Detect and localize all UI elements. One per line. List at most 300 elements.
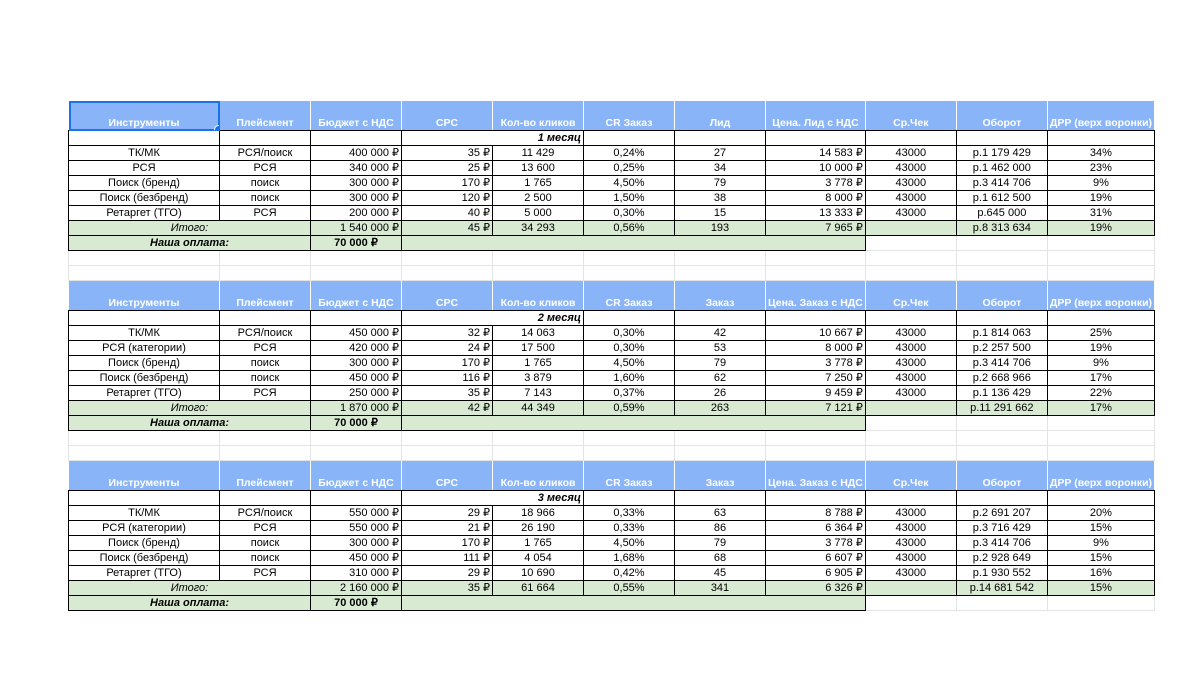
payment-value[interactable]: 70 000 ₽ <box>311 596 402 611</box>
data-cell[interactable]: 450 000 ₽ <box>311 551 402 566</box>
empty-cell[interactable] <box>69 311 220 326</box>
tool-name[interactable]: РСЯ (категории) <box>69 521 220 536</box>
data-cell[interactable]: поиск <box>220 356 311 371</box>
data-cell[interactable]: 7 250 ₽ <box>766 371 866 386</box>
data-cell[interactable]: 170 ₽ <box>402 176 493 191</box>
data-cell[interactable]: р.2 668 966 <box>956 371 1047 386</box>
data-cell[interactable]: р.1 136 429 <box>956 386 1047 401</box>
data-cell[interactable]: поиск <box>220 176 311 191</box>
data-cell[interactable]: 43000 <box>865 176 956 191</box>
data-cell[interactable]: 170 ₽ <box>402 356 493 371</box>
data-cell[interactable]: р.3 414 706 <box>956 176 1047 191</box>
data-cell[interactable]: 10 690 <box>493 566 584 581</box>
data-cell[interactable]: 120 ₽ <box>402 191 493 206</box>
column-header[interactable]: ДРР (верх воронки) <box>1047 101 1154 131</box>
empty-cell[interactable] <box>402 446 493 461</box>
data-cell[interactable]: 43000 <box>865 161 956 176</box>
column-header[interactable]: CR Заказ <box>584 461 675 491</box>
data-cell[interactable]: 0,24% <box>584 146 675 161</box>
data-cell[interactable]: 550 000 ₽ <box>311 521 402 536</box>
data-cell[interactable]: 45 <box>675 566 766 581</box>
data-cell[interactable]: 3 778 ₽ <box>766 176 866 191</box>
data-cell[interactable]: 9% <box>1047 536 1154 551</box>
data-cell[interactable]: р.1 179 429 <box>956 146 1047 161</box>
data-cell[interactable]: 62 <box>675 371 766 386</box>
payment-fill[interactable] <box>402 236 866 251</box>
data-cell[interactable]: 19% <box>1047 191 1154 206</box>
empty-cell[interactable] <box>69 251 220 266</box>
total-cell[interactable]: 1 540 000 ₽ <box>311 221 402 236</box>
data-cell[interactable]: РСЯ <box>220 386 311 401</box>
total-cell[interactable]: 1 870 000 ₽ <box>311 401 402 416</box>
empty-cell[interactable] <box>584 491 675 506</box>
empty-cell[interactable] <box>865 596 956 611</box>
data-cell[interactable]: 43000 <box>865 521 956 536</box>
empty-cell[interactable] <box>584 311 675 326</box>
data-cell[interactable]: 3 778 ₽ <box>766 356 866 371</box>
column-header[interactable]: Бюджет с НДС <box>311 281 402 311</box>
data-cell[interactable]: 68 <box>675 551 766 566</box>
data-cell[interactable]: 6 905 ₽ <box>766 566 866 581</box>
data-cell[interactable]: 43000 <box>865 206 956 221</box>
month-label[interactable]: 1 месяц <box>402 131 584 146</box>
data-cell[interactable]: р.2 691 207 <box>956 506 1047 521</box>
data-cell[interactable]: 4 054 <box>493 551 584 566</box>
total-cell[interactable]: 34 293 <box>493 221 584 236</box>
column-header[interactable]: Инструменты <box>69 101 220 131</box>
empty-cell[interactable] <box>311 431 402 446</box>
empty-cell[interactable] <box>766 491 866 506</box>
data-cell[interactable]: поиск <box>220 536 311 551</box>
total-cell[interactable]: 7 965 ₽ <box>766 221 866 236</box>
empty-cell[interactable] <box>865 446 956 461</box>
data-cell[interactable]: 86 <box>675 521 766 536</box>
column-header[interactable]: Цена. Заказ с НДС <box>766 461 866 491</box>
data-cell[interactable]: 5 000 <box>493 206 584 221</box>
empty-cell[interactable] <box>220 491 311 506</box>
data-cell[interactable]: 300 000 ₽ <box>311 191 402 206</box>
empty-cell[interactable] <box>584 266 675 281</box>
data-cell[interactable]: 43000 <box>865 506 956 521</box>
column-header[interactable]: ДРР (верх воронки) <box>1047 461 1154 491</box>
data-cell[interactable]: 550 000 ₽ <box>311 506 402 521</box>
empty-cell[interactable] <box>1047 131 1154 146</box>
empty-cell[interactable] <box>675 431 766 446</box>
total-cell[interactable]: 2 160 000 ₽ <box>311 581 402 596</box>
data-cell[interactable]: 1,50% <box>584 191 675 206</box>
total-cell[interactable]: 0,55% <box>584 581 675 596</box>
data-cell[interactable]: 310 000 ₽ <box>311 566 402 581</box>
total-cell[interactable]: 42 ₽ <box>402 401 493 416</box>
data-cell[interactable]: РСЯ <box>220 521 311 536</box>
column-header[interactable]: Ср.Чек <box>865 101 956 131</box>
data-cell[interactable]: 11 429 <box>493 146 584 161</box>
tool-name[interactable]: Ретаргет (ТГО) <box>69 566 220 581</box>
data-cell[interactable]: 4,50% <box>584 176 675 191</box>
empty-cell[interactable] <box>956 131 1047 146</box>
total-cell[interactable]: 45 ₽ <box>402 221 493 236</box>
column-header[interactable]: Заказ <box>675 281 766 311</box>
data-cell[interactable]: 31% <box>1047 206 1154 221</box>
data-cell[interactable]: 21 ₽ <box>402 521 493 536</box>
total-cell[interactable]: 7 121 ₽ <box>766 401 866 416</box>
data-cell[interactable]: РСЯ <box>220 161 311 176</box>
data-cell[interactable]: 42 <box>675 326 766 341</box>
empty-cell[interactable] <box>69 446 220 461</box>
data-cell[interactable]: 43000 <box>865 341 956 356</box>
data-cell[interactable]: р.2 257 500 <box>956 341 1047 356</box>
data-cell[interactable]: 25% <box>1047 326 1154 341</box>
data-cell[interactable]: РСЯ <box>220 566 311 581</box>
empty-cell[interactable] <box>1047 491 1154 506</box>
data-cell[interactable]: поиск <box>220 191 311 206</box>
data-cell[interactable]: 0,30% <box>584 206 675 221</box>
column-header[interactable]: Лид <box>675 101 766 131</box>
column-header[interactable]: CPC <box>402 281 493 311</box>
data-cell[interactable]: РСЯ/поиск <box>220 506 311 521</box>
empty-cell[interactable] <box>675 251 766 266</box>
empty-cell[interactable] <box>865 491 956 506</box>
total-cell[interactable]: 263 <box>675 401 766 416</box>
data-cell[interactable]: 17% <box>1047 371 1154 386</box>
empty-cell[interactable] <box>584 251 675 266</box>
empty-cell[interactable] <box>584 131 675 146</box>
empty-cell[interactable] <box>675 446 766 461</box>
data-cell[interactable]: 63 <box>675 506 766 521</box>
empty-cell[interactable] <box>956 446 1047 461</box>
column-header[interactable]: CR Заказ <box>584 101 675 131</box>
data-cell[interactable]: 3 778 ₽ <box>766 536 866 551</box>
column-header[interactable]: Оборот <box>956 461 1047 491</box>
empty-cell[interactable] <box>675 266 766 281</box>
data-cell[interactable]: 6 607 ₽ <box>766 551 866 566</box>
empty-cell[interactable] <box>766 431 866 446</box>
total-cell[interactable]: 17% <box>1047 401 1154 416</box>
selection-fill-handle[interactable] <box>214 125 220 131</box>
data-cell[interactable]: 79 <box>675 356 766 371</box>
data-cell[interactable]: 19% <box>1047 341 1154 356</box>
payment-label[interactable]: Наша оплата: <box>69 596 311 611</box>
data-cell[interactable]: 14 063 <box>493 326 584 341</box>
data-cell[interactable]: 15 <box>675 206 766 221</box>
total-cell[interactable]: 44 349 <box>493 401 584 416</box>
data-cell[interactable]: 300 000 ₽ <box>311 356 402 371</box>
empty-cell[interactable] <box>675 311 766 326</box>
empty-cell[interactable] <box>1047 446 1154 461</box>
empty-cell[interactable] <box>865 311 956 326</box>
column-header[interactable]: Ср.Чек <box>865 461 956 491</box>
total-cell[interactable]: 35 ₽ <box>402 581 493 596</box>
column-header[interactable]: Кол-во кликов <box>493 281 584 311</box>
total-label[interactable]: Итого: <box>69 221 311 236</box>
data-cell[interactable]: 2 500 <box>493 191 584 206</box>
empty-cell[interactable] <box>956 416 1047 431</box>
data-cell[interactable]: РСЯ/поиск <box>220 326 311 341</box>
data-cell[interactable]: 450 000 ₽ <box>311 326 402 341</box>
data-cell[interactable]: 6 364 ₽ <box>766 521 866 536</box>
data-cell[interactable]: 27 <box>675 146 766 161</box>
empty-cell[interactable] <box>220 131 311 146</box>
column-header[interactable]: Цена. Заказ с НДС <box>766 281 866 311</box>
data-cell[interactable]: 40 ₽ <box>402 206 493 221</box>
column-header[interactable]: Плейсмент <box>220 461 311 491</box>
data-cell[interactable]: 111 ₽ <box>402 551 493 566</box>
empty-cell[interactable] <box>766 446 866 461</box>
empty-cell[interactable] <box>865 251 956 266</box>
empty-cell[interactable] <box>220 251 311 266</box>
data-cell[interactable]: 20% <box>1047 506 1154 521</box>
data-cell[interactable]: 14 583 ₽ <box>766 146 866 161</box>
data-cell[interactable]: 4,50% <box>584 536 675 551</box>
column-header[interactable]: CR Заказ <box>584 281 675 311</box>
data-cell[interactable]: 9 459 ₽ <box>766 386 866 401</box>
data-cell[interactable]: 300 000 ₽ <box>311 536 402 551</box>
empty-cell[interactable] <box>311 266 402 281</box>
column-header[interactable]: ДРР (верх воронки) <box>1047 281 1154 311</box>
data-cell[interactable]: 10 000 ₽ <box>766 161 866 176</box>
empty-cell[interactable] <box>865 131 956 146</box>
empty-cell[interactable] <box>1047 431 1154 446</box>
empty-cell[interactable] <box>1047 311 1154 326</box>
empty-cell[interactable] <box>493 431 584 446</box>
data-cell[interactable]: 1,60% <box>584 371 675 386</box>
data-cell[interactable]: 43000 <box>865 356 956 371</box>
data-cell[interactable]: 7 143 <box>493 386 584 401</box>
data-cell[interactable]: РСЯ/поиск <box>220 146 311 161</box>
data-cell[interactable]: 0,33% <box>584 521 675 536</box>
data-cell[interactable]: 23% <box>1047 161 1154 176</box>
data-cell[interactable]: поиск <box>220 551 311 566</box>
empty-cell[interactable] <box>865 266 956 281</box>
total-cell[interactable]: р.11 291 662 <box>956 401 1047 416</box>
empty-cell[interactable] <box>675 131 766 146</box>
data-cell[interactable]: 25 ₽ <box>402 161 493 176</box>
data-cell[interactable]: 400 000 ₽ <box>311 146 402 161</box>
data-cell[interactable]: РСЯ <box>220 341 311 356</box>
empty-cell[interactable] <box>766 311 866 326</box>
column-header[interactable]: Кол-во кликов <box>493 461 584 491</box>
empty-cell[interactable] <box>675 491 766 506</box>
data-cell[interactable]: 340 000 ₽ <box>311 161 402 176</box>
column-header[interactable]: Цена. Лид с НДС <box>766 101 866 131</box>
data-cell[interactable]: 79 <box>675 176 766 191</box>
column-header[interactable]: Оборот <box>956 101 1047 131</box>
empty-cell[interactable] <box>956 266 1047 281</box>
column-header[interactable]: Кол-во кликов <box>493 101 584 131</box>
column-header[interactable]: CPC <box>402 101 493 131</box>
data-cell[interactable]: 420 000 ₽ <box>311 341 402 356</box>
data-cell[interactable]: р.645 000 <box>956 206 1047 221</box>
month-label[interactable]: 2 месяц <box>402 311 584 326</box>
empty-cell[interactable] <box>1047 266 1154 281</box>
data-cell[interactable]: 43000 <box>865 191 956 206</box>
data-cell[interactable]: 4,50% <box>584 356 675 371</box>
empty-cell[interactable] <box>956 236 1047 251</box>
month-label[interactable]: 3 месяц <box>402 491 584 506</box>
empty-cell[interactable] <box>766 131 866 146</box>
empty-cell[interactable] <box>69 131 220 146</box>
data-cell[interactable]: 35 ₽ <box>402 146 493 161</box>
empty-cell[interactable] <box>311 446 402 461</box>
data-cell[interactable]: 43000 <box>865 536 956 551</box>
data-cell[interactable]: 300 000 ₽ <box>311 176 402 191</box>
column-header[interactable]: Заказ <box>675 461 766 491</box>
data-cell[interactable]: 29 ₽ <box>402 566 493 581</box>
data-cell[interactable]: 22% <box>1047 386 1154 401</box>
data-cell[interactable]: р.3 716 429 <box>956 521 1047 536</box>
empty-cell[interactable] <box>220 311 311 326</box>
total-cell[interactable] <box>865 401 956 416</box>
data-cell[interactable]: 43000 <box>865 146 956 161</box>
data-cell[interactable]: 170 ₽ <box>402 536 493 551</box>
column-header[interactable]: Оборот <box>956 281 1047 311</box>
empty-cell[interactable] <box>493 251 584 266</box>
payment-value[interactable]: 70 000 ₽ <box>311 236 402 251</box>
data-cell[interactable]: 1 765 <box>493 176 584 191</box>
data-cell[interactable]: 26 190 <box>493 521 584 536</box>
empty-cell[interactable] <box>584 446 675 461</box>
data-cell[interactable]: 18 966 <box>493 506 584 521</box>
empty-cell[interactable] <box>311 311 402 326</box>
tool-name[interactable]: ТК/МК <box>69 326 220 341</box>
tool-name[interactable]: Поиск (бренд) <box>69 176 220 191</box>
column-header[interactable]: Инструменты <box>69 281 220 311</box>
total-cell[interactable]: 341 <box>675 581 766 596</box>
data-cell[interactable]: 43000 <box>865 371 956 386</box>
data-cell[interactable]: 1 765 <box>493 356 584 371</box>
data-cell[interactable]: 29 ₽ <box>402 506 493 521</box>
data-cell[interactable]: 17 500 <box>493 341 584 356</box>
empty-cell[interactable] <box>311 131 402 146</box>
data-cell[interactable]: 250 000 ₽ <box>311 386 402 401</box>
payment-label[interactable]: Наша оплата: <box>69 416 311 431</box>
data-cell[interactable]: 34% <box>1047 146 1154 161</box>
tool-name[interactable]: ТК/МК <box>69 506 220 521</box>
column-header[interactable]: Инструменты <box>69 461 220 491</box>
total-cell[interactable]: 0,59% <box>584 401 675 416</box>
empty-cell[interactable] <box>220 431 311 446</box>
column-header[interactable]: Бюджет с НДС <box>311 101 402 131</box>
column-header[interactable]: Бюджет с НДС <box>311 461 402 491</box>
data-cell[interactable]: р.3 414 706 <box>956 536 1047 551</box>
data-cell[interactable]: р.3 414 706 <box>956 356 1047 371</box>
empty-cell[interactable] <box>584 431 675 446</box>
empty-cell[interactable] <box>766 266 866 281</box>
data-cell[interactable]: 79 <box>675 536 766 551</box>
empty-cell[interactable] <box>493 446 584 461</box>
data-cell[interactable]: 38 <box>675 191 766 206</box>
tool-name[interactable]: Поиск (безбренд) <box>69 371 220 386</box>
empty-cell[interactable] <box>402 266 493 281</box>
empty-cell[interactable] <box>956 311 1047 326</box>
total-cell[interactable]: р.14 681 542 <box>956 581 1047 596</box>
data-cell[interactable]: р.1 612 500 <box>956 191 1047 206</box>
empty-cell[interactable] <box>865 236 956 251</box>
data-cell[interactable]: р.1 814 063 <box>956 326 1047 341</box>
data-cell[interactable]: 53 <box>675 341 766 356</box>
data-cell[interactable]: 3 879 <box>493 371 584 386</box>
data-cell[interactable]: 0,30% <box>584 326 675 341</box>
total-cell[interactable]: 15% <box>1047 581 1154 596</box>
data-cell[interactable]: р.2 928 649 <box>956 551 1047 566</box>
column-header[interactable]: Ср.Чек <box>865 281 956 311</box>
data-cell[interactable]: 35 ₽ <box>402 386 493 401</box>
empty-cell[interactable] <box>69 266 220 281</box>
empty-cell[interactable] <box>493 266 584 281</box>
empty-cell[interactable] <box>311 251 402 266</box>
data-cell[interactable]: 43000 <box>865 551 956 566</box>
payment-label[interactable]: Наша оплата: <box>69 236 311 251</box>
empty-cell[interactable] <box>1047 236 1154 251</box>
total-cell[interactable] <box>865 221 956 236</box>
total-cell[interactable]: р.8 313 634 <box>956 221 1047 236</box>
data-cell[interactable]: 0,30% <box>584 341 675 356</box>
data-cell[interactable]: 8 000 ₽ <box>766 341 866 356</box>
payment-value[interactable]: 70 000 ₽ <box>311 416 402 431</box>
data-cell[interactable]: 43000 <box>865 566 956 581</box>
column-header[interactable]: CPC <box>402 461 493 491</box>
column-header[interactable]: Плейсмент <box>220 101 311 131</box>
data-cell[interactable]: 32 ₽ <box>402 326 493 341</box>
empty-cell[interactable] <box>69 431 220 446</box>
data-cell[interactable]: 9% <box>1047 356 1154 371</box>
tool-name[interactable]: Ретаргет (ТГО) <box>69 386 220 401</box>
total-cell[interactable]: 0,56% <box>584 221 675 236</box>
payment-fill[interactable] <box>402 596 866 611</box>
data-cell[interactable]: 0,42% <box>584 566 675 581</box>
data-cell[interactable]: 1,68% <box>584 551 675 566</box>
empty-cell[interactable] <box>956 431 1047 446</box>
tool-name[interactable]: Ретаргет (ТГО) <box>69 206 220 221</box>
data-cell[interactable]: 8 000 ₽ <box>766 191 866 206</box>
data-cell[interactable]: РСЯ <box>220 206 311 221</box>
tool-name[interactable]: Поиск (бренд) <box>69 356 220 371</box>
empty-cell[interactable] <box>1047 251 1154 266</box>
total-label[interactable]: Итого: <box>69 581 311 596</box>
total-cell[interactable] <box>865 581 956 596</box>
total-cell[interactable]: 19% <box>1047 221 1154 236</box>
total-cell[interactable]: 61 664 <box>493 581 584 596</box>
data-cell[interactable]: 0,33% <box>584 506 675 521</box>
empty-cell[interactable] <box>220 266 311 281</box>
empty-cell[interactable] <box>402 431 493 446</box>
tool-name[interactable]: Поиск (бренд) <box>69 536 220 551</box>
empty-cell[interactable] <box>865 431 956 446</box>
data-cell[interactable]: 26 <box>675 386 766 401</box>
data-cell[interactable]: р.1 930 552 <box>956 566 1047 581</box>
data-cell[interactable]: 34 <box>675 161 766 176</box>
payment-fill[interactable] <box>402 416 866 431</box>
empty-cell[interactable] <box>69 491 220 506</box>
total-label[interactable]: Итого: <box>69 401 311 416</box>
data-cell[interactable]: 116 ₽ <box>402 371 493 386</box>
data-cell[interactable]: 450 000 ₽ <box>311 371 402 386</box>
empty-cell[interactable] <box>311 491 402 506</box>
data-cell[interactable]: 0,25% <box>584 161 675 176</box>
empty-cell[interactable] <box>956 491 1047 506</box>
data-cell[interactable]: 13 333 ₽ <box>766 206 866 221</box>
data-cell[interactable]: 8 788 ₽ <box>766 506 866 521</box>
column-header[interactable]: Плейсмент <box>220 281 311 311</box>
data-cell[interactable]: 43000 <box>865 326 956 341</box>
data-cell[interactable]: р.1 462 000 <box>956 161 1047 176</box>
data-cell[interactable]: 24 ₽ <box>402 341 493 356</box>
data-cell[interactable]: 1 765 <box>493 536 584 551</box>
data-cell[interactable]: 10 667 ₽ <box>766 326 866 341</box>
empty-cell[interactable] <box>956 251 1047 266</box>
data-cell[interactable]: 13 600 <box>493 161 584 176</box>
empty-cell[interactable] <box>956 596 1047 611</box>
